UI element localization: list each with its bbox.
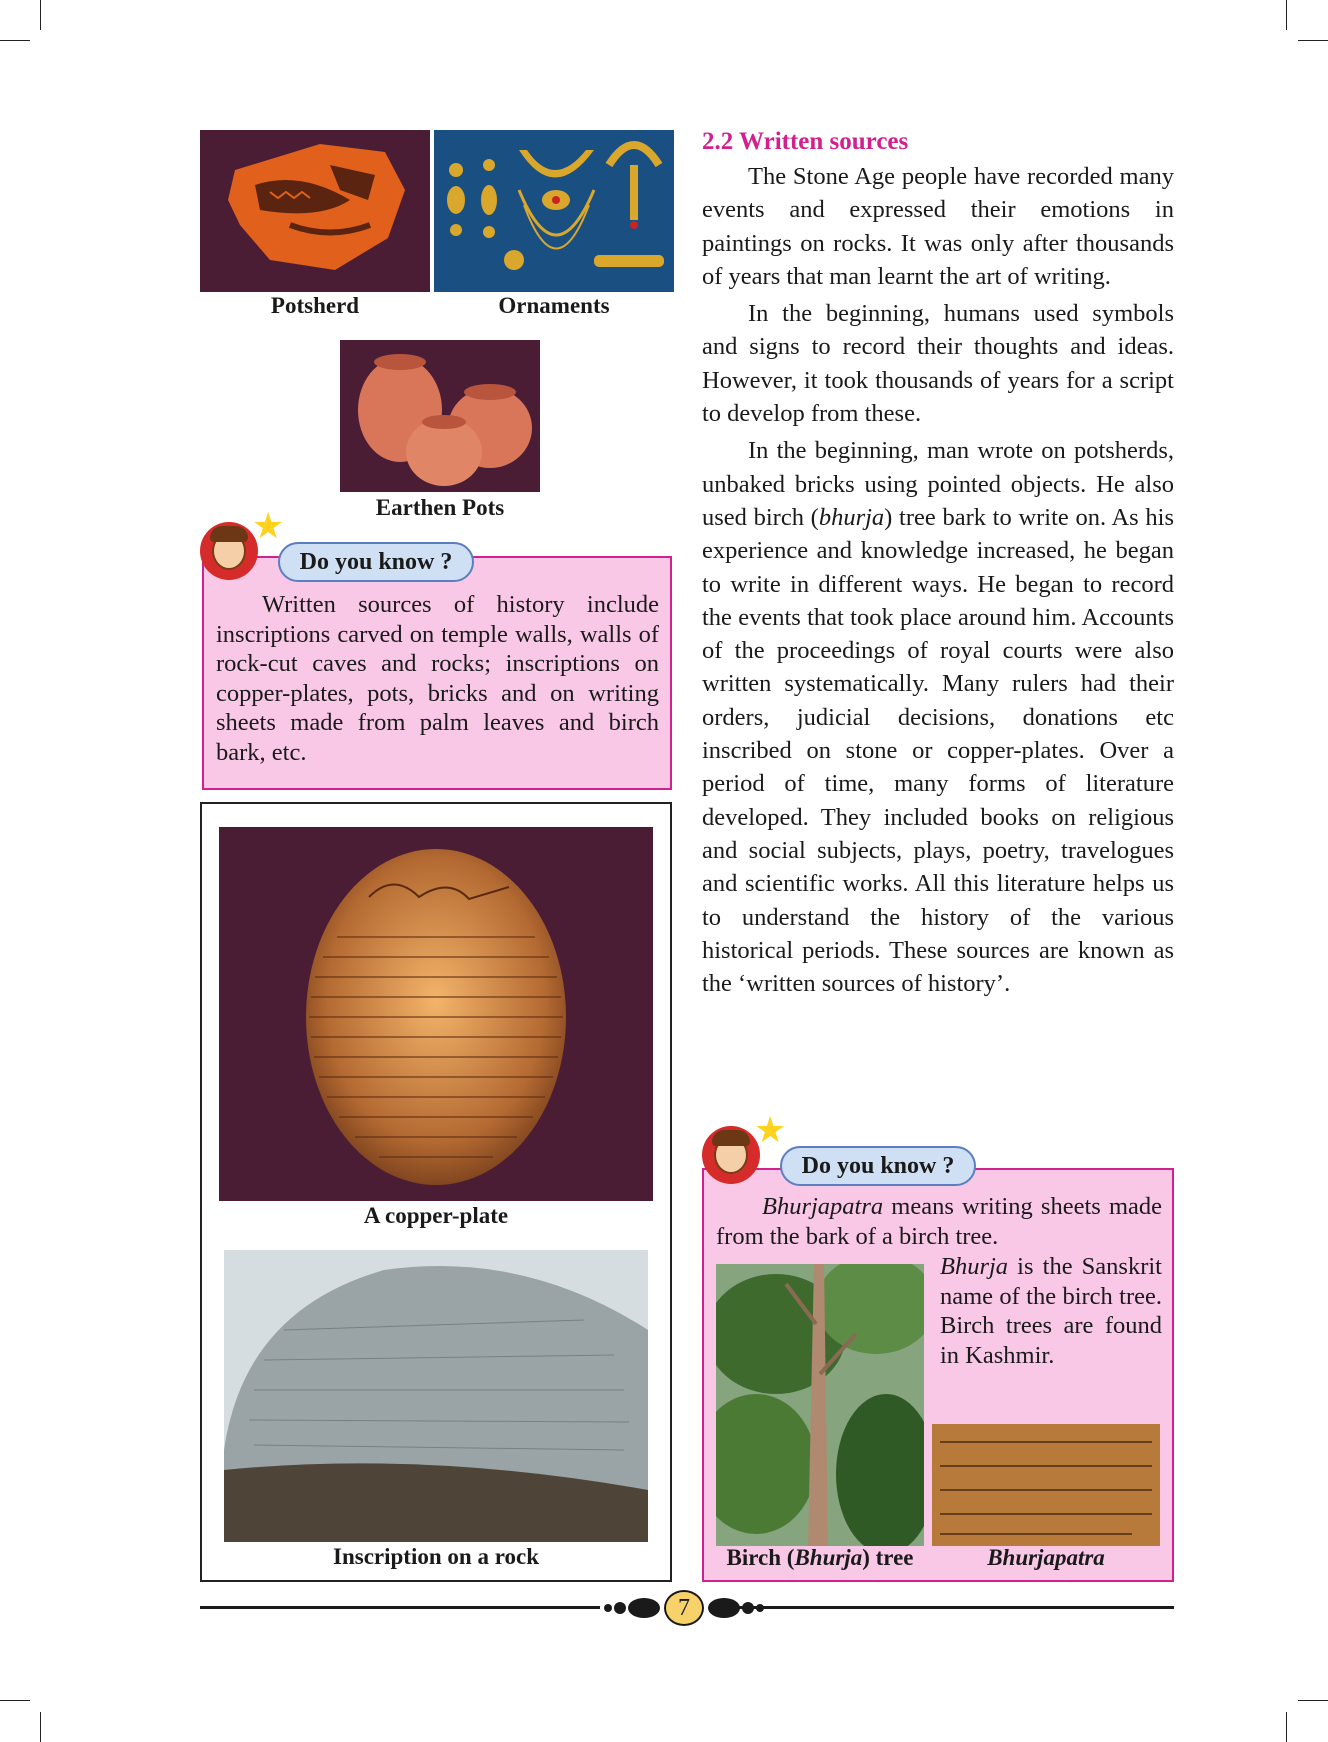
bhurjapatra-image <box>932 1424 1160 1546</box>
paragraph-2: In the beginning, humans used symbols and signs to record their thoughts and ideas. However, it took thousands of years for a script to develop from these. <box>702 300 1174 428</box>
paragraph-3-term: bhurja <box>818 503 885 531</box>
paragraph-1: The Stone Age people have recorded many events and expressed their emotions in paintings on rocks. It was only after thousands of years that man learnt the art of writing. <box>702 163 1174 290</box>
do-you-know-title-right: Do you know ? <box>780 1146 976 1186</box>
birch-tree-caption <box>706 1545 934 1571</box>
bhurja-text: is the Sanskrit name of the birch tree. Birch trees are found in Kashmir. <box>940 1253 1162 1369</box>
earthen-pots-image <box>340 340 540 492</box>
paragraph-3-rest: ) tree bark to write on. As his experience and knowledge increased, he began to write in different ways. He began to record the events that took place around him. Accounts of the proceedings of royal courts were also written systematically. Many rulers had their orders, judicial decisions, donations etc inscribed on stone or copper-plates. Over a period of time, many forms of literature developed. They included books on religious and social subjects, plays, poetry, travelogues and scientific works. All this literature helps us to understand the history of the various historical periods. These sources are known as the ‘written sources of history’. <box>702 503 1174 998</box>
star-icon: ★ <box>252 506 285 546</box>
birch-tree-image <box>716 1264 924 1546</box>
mascot-boy-icon <box>200 522 258 580</box>
footer-ornament-right <box>704 1596 768 1620</box>
paragraph-3-start: In the beginning, man wrote on potsherds, unbaked bricks using pointed objects. He also used birch ( <box>702 437 1174 531</box>
section-body <box>702 160 1174 1000</box>
crop-mark-br-h <box>1298 1700 1328 1701</box>
rock-inscription-image <box>224 1250 648 1542</box>
crop-mark-tl-v <box>40 0 41 30</box>
page-number: 7 <box>664 1590 704 1626</box>
do-you-know-title-left: Do you know ? <box>278 542 474 582</box>
star-icon-right: ★ <box>754 1110 787 1150</box>
do-you-know-box-left <box>202 556 672 790</box>
copper-plate-image <box>219 827 653 1201</box>
crop-mark-tr-h <box>1298 40 1328 41</box>
birch-caption-end: ) tree <box>862 1545 914 1570</box>
birch-caption-term: Bhurja <box>794 1545 863 1570</box>
section-heading: 2.2 Written sources <box>702 128 909 155</box>
potsherd-caption: Potsherd <box>270 293 360 318</box>
bhurja-term: Bhurja <box>940 1253 1009 1280</box>
copper-plate-caption: A copper-plate <box>363 1203 509 1228</box>
bhurjapatra-caption: Bhurjapatra <box>987 1545 1105 1570</box>
bhurja-description <box>940 1252 1162 1370</box>
bhurjapatra-term: Bhurjapatra <box>762 1193 884 1220</box>
do-you-know-left-text: Written sources of history include inscriptions carved on temple walls, walls of rock-cut caves and rocks; inscriptions on copper-plates, pots, bricks and on writing sheets made from palm leaves and birch bark, etc. <box>216 591 659 766</box>
rock-inscription-caption: Inscription on a rock <box>333 1544 539 1569</box>
potsherd-image <box>200 130 430 292</box>
footer-rule-right <box>738 1606 1174 1609</box>
crop-mark-tl-h <box>0 40 30 41</box>
crop-mark-tr-v <box>1286 0 1287 30</box>
crop-mark-bl-v <box>40 1712 41 1742</box>
crop-mark-bl-h <box>0 1700 30 1701</box>
mascot-boy-icon-right <box>702 1126 760 1184</box>
earthen-pots-caption: Earthen Pots <box>375 495 505 520</box>
footer-rule-left <box>200 1606 600 1609</box>
ornaments-caption: Ornaments <box>498 293 610 318</box>
paragraph-3 <box>702 434 1174 1000</box>
bhurjapatra-intro <box>716 1192 1162 1251</box>
ornaments-image <box>434 130 674 292</box>
bhurjapatra-definition: means writing sheets made from the bark of a birch tree. <box>716 1193 1162 1250</box>
birch-caption-start: Birch ( <box>726 1545 795 1570</box>
footer-ornament-left <box>600 1596 664 1620</box>
crop-mark-br-v <box>1286 1712 1287 1742</box>
